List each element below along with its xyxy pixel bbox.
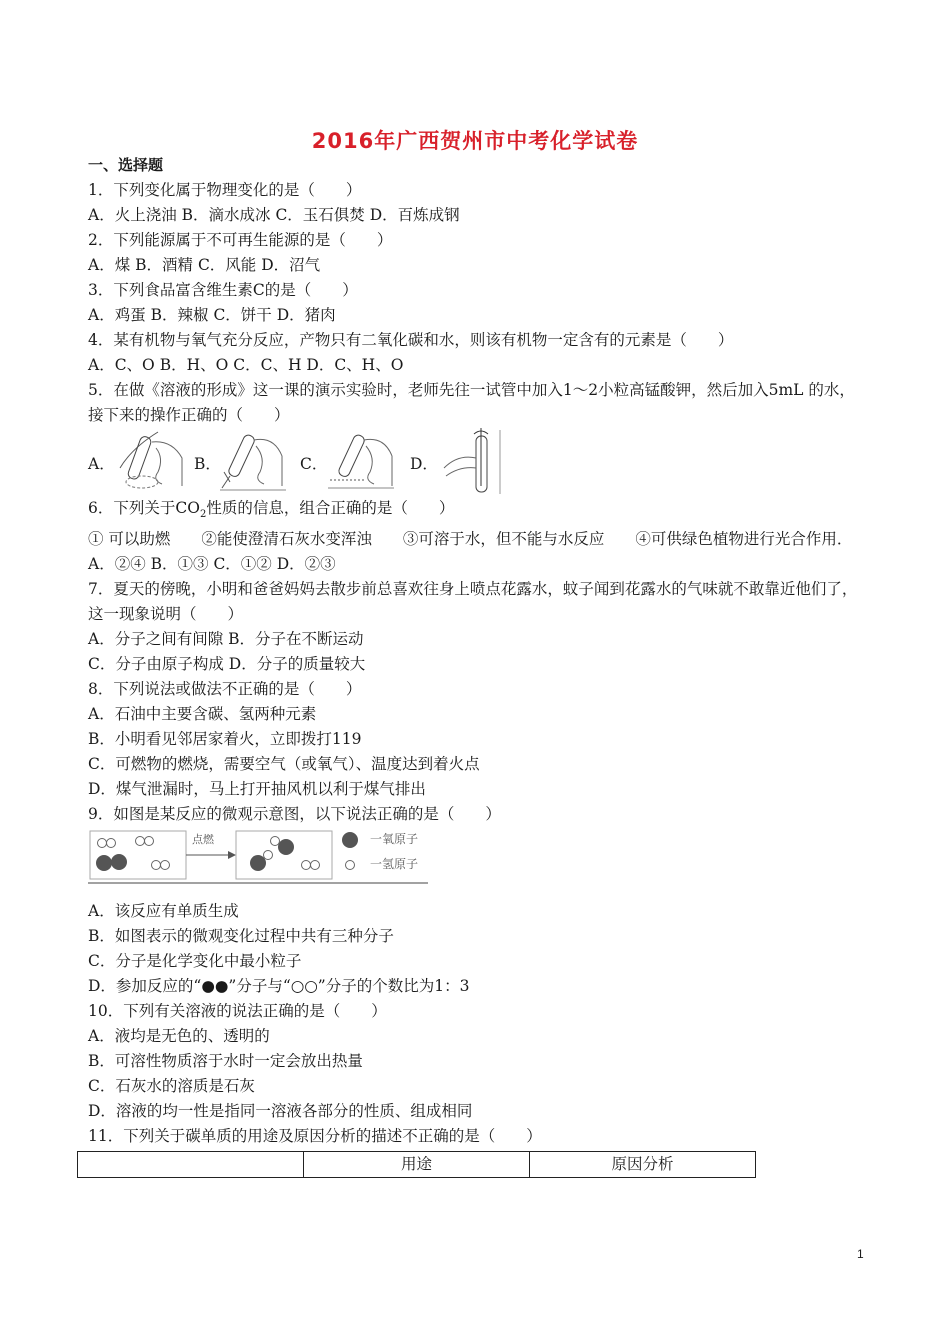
q2-stem: 2．下列能源属于不可再生能源的是（ ）: [88, 231, 393, 249]
q6-stem-sub: 2: [199, 509, 207, 521]
q5-label-b: B．: [194, 455, 221, 473]
q3-stem: 3．下列食品富含维生素C的是（ ）: [88, 281, 358, 299]
q11-table: [77, 1151, 756, 1178]
page-number: 1: [857, 1247, 864, 1261]
test-tube-shake-vertical-image: [216, 428, 288, 492]
q9-stem: 9．如图是某反应的微观示意图，以下说法正确的是（ ）: [88, 805, 501, 824]
q5-label-a: A．: [88, 455, 115, 473]
q10-option-b: B．可溶性物质溶于水时一定会放出热量: [88, 1052, 363, 1071]
q8-option-c: C．可燃物的燃烧，需要空气（或氧气）、温度达到着火点: [88, 755, 480, 774]
q10-option-d: D．溶液的均一性是指同一溶液各部分的性质、组成相同: [88, 1102, 473, 1121]
q9-option-c: C．分子是化学变化中最小粒子: [88, 952, 302, 971]
q5-label-d: D．: [410, 455, 438, 473]
q11-stem: 11．下列关于碳单质的用途及原因分析的描述不正确的是（ ）: [88, 1127, 542, 1146]
q7-stem: 7．夏天的傍晚，小明和爸爸妈妈去散步前总喜欢往身上喷点花露水，蚊子闻到花露水的气味就不敢靠近他们了，这一现象说明（ ）: [88, 580, 858, 624]
q9-option-d: D．参加反应的“●●”分子与“○○”分子的个数比为1：3: [88, 977, 470, 996]
test-tube-stir-image: [434, 428, 506, 498]
q6-stem: [88, 496, 868, 527]
q4-stem: 4．某有机物与氧气充分反应，产物只有二氧化碳和水，则该有机物一定含有的元素是（ ）: [88, 331, 734, 349]
reaction-arrow-label: 点燃: [192, 833, 214, 847]
q8-stem: 8．下列说法或做法不正确的是（ ）: [88, 680, 362, 699]
q5-label-c: C．: [300, 455, 328, 473]
q10-option-c: C．石灰水的溶质是石灰: [88, 1077, 255, 1096]
table-header-cell: [78, 1152, 304, 1178]
q8-option-a: A．石油中主要含碳、氢两种元素: [88, 705, 317, 724]
legend-hydrogen: 一氢原子: [370, 857, 419, 872]
table-header-row: [78, 1152, 756, 1178]
q6-options: A．②④ B．①③ C．①② D．②③: [88, 555, 336, 574]
reaction-diagram: [88, 829, 868, 889]
legend-oxygen: 一氧原子: [370, 832, 419, 847]
page-title: 2016年广西贺州市中考化学试卷: [311, 129, 639, 153]
q7-options-1: A．分子之间有间隙 B．分子在不断运动: [88, 630, 364, 649]
test-tube-swirl-image: [112, 428, 184, 492]
test-tube-shake-horizontal-image: [324, 428, 396, 492]
q1-stem: 1．下列变化属于物理变化的是（ ）: [88, 181, 362, 199]
q10-option-a: A．液均是无色的、透明的: [88, 1027, 270, 1046]
q5-stem: 5．在做《溶液的形成》这一课的演示实验时，老师先往一试管中加入1～2小粒高锰酸钾，然后加入5mL 的水，接下来的操作正确的（ ）: [88, 381, 855, 424]
q5-image-options: [88, 428, 868, 496]
table-header-cell: 用途: [304, 1152, 530, 1178]
q8-option-b: B．小明看见邻居家着火，立即拨打119: [88, 730, 362, 749]
q6-info: ① 可以助燃 ②能使澄清石灰水变浑浊 ③可溶于水，但不能与水反应 ④可供绿色植物进行光合作用．: [88, 530, 853, 549]
exam-content: [88, 153, 868, 1178]
table-header-cell: 原因分析: [530, 1152, 756, 1178]
q6-stem-post: 性质的信息，组合正确的是（ ）: [206, 499, 455, 517]
q6-stem-pre: 6．下列关于CO: [88, 499, 200, 517]
q3-options: A．鸡蛋 B．辣椒 C．饼干 D．猪肉: [88, 306, 336, 324]
q2-options: A．煤 B．酒精 C．风能 D．沼气: [88, 256, 321, 274]
section-heading: 一、选择题: [88, 156, 164, 174]
q9-option-b: B．如图表示的微观变化过程中共有三种分子: [88, 927, 394, 946]
q1-options: A．火上浇油 B．滴水成冰 C．玉石俱焚 D．百炼成钢: [88, 206, 460, 224]
q9-option-a: A．该反应有单质生成: [88, 902, 239, 921]
q7-options-2: C．分子由原子构成 D．分子的质量较大: [88, 655, 366, 674]
q8-option-d: D．煤气泄漏时，马上打开抽风机以利于煤气排出: [88, 780, 426, 799]
q4-options: A．C、O B．H、O C．C、H D．C、H、O: [88, 356, 404, 374]
q10-stem: 10．下列有关溶液的说法正确的是（ ）: [88, 1002, 387, 1021]
